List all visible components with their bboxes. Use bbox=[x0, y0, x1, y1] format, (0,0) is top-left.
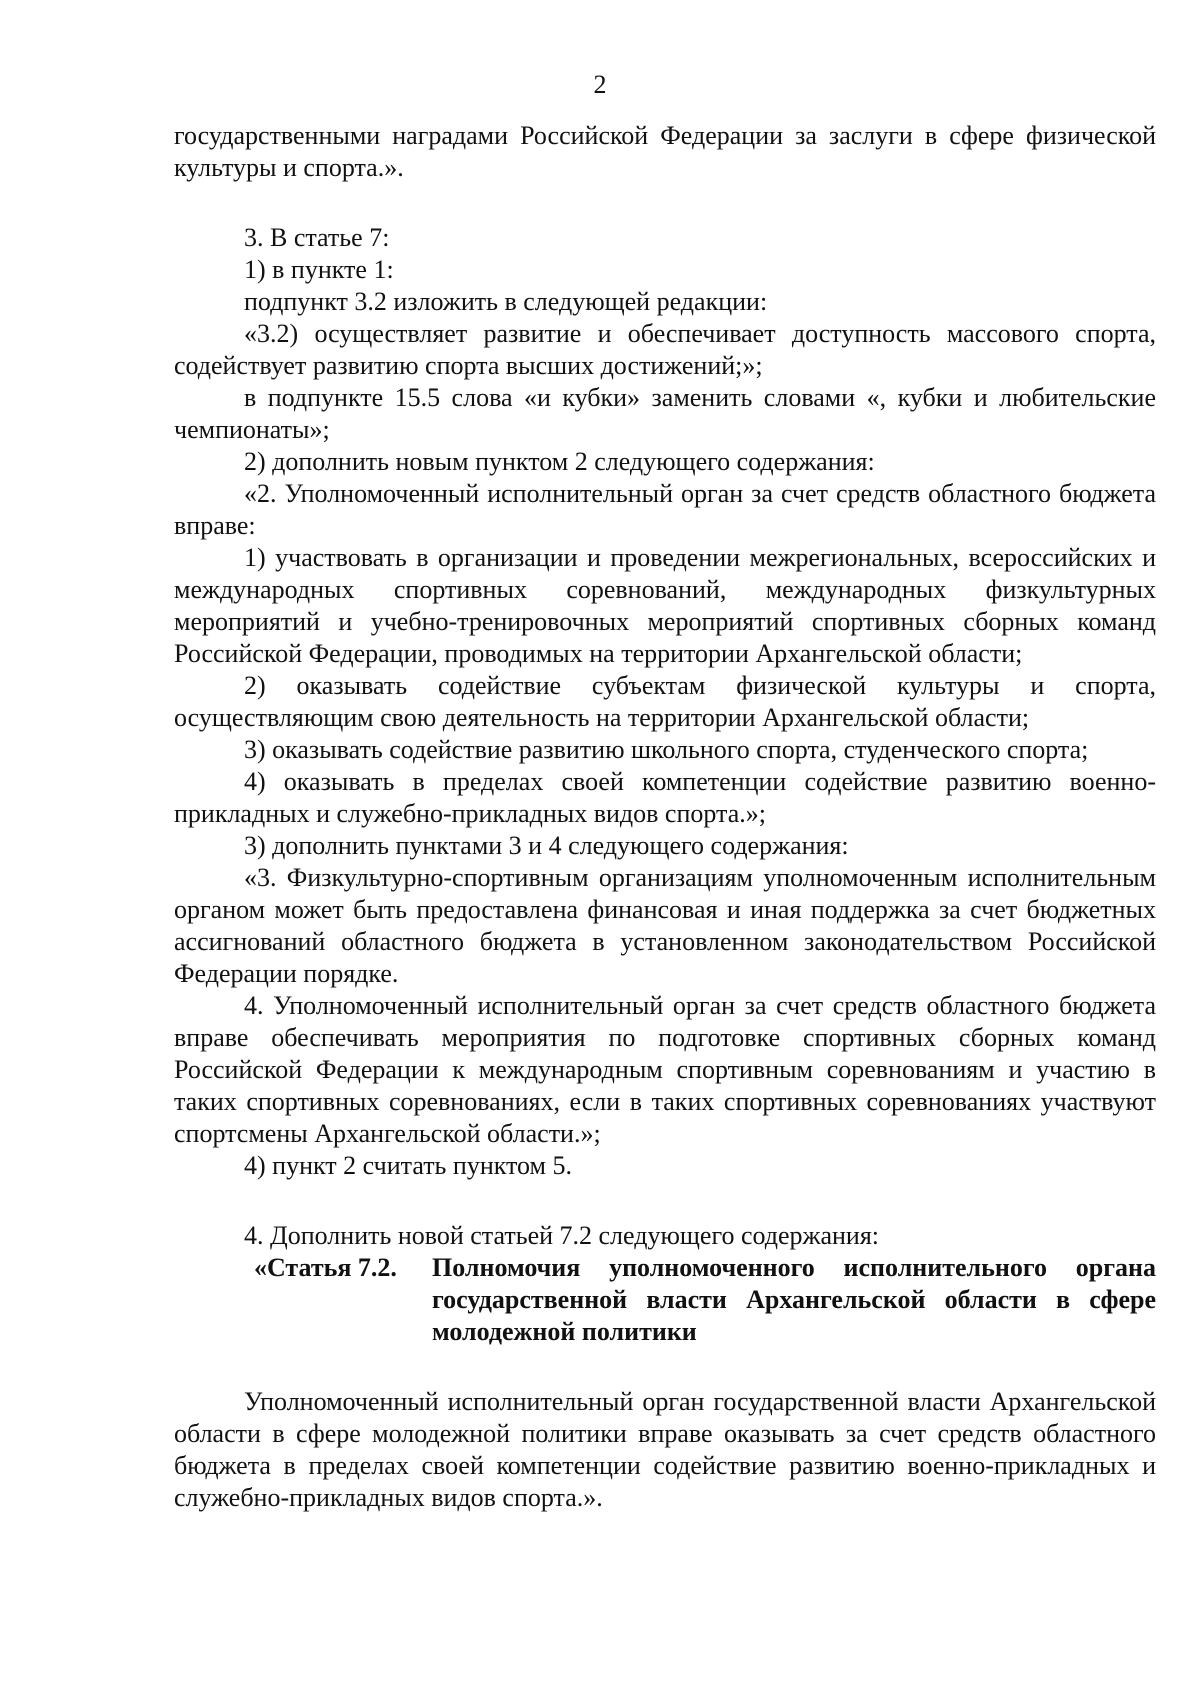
paragraph: подпункт 3.2 изложить в следующей редакции: bbox=[244, 287, 768, 316]
paragraph: 4) оказывать в пределах своей компетенции содействие развитию военно-прикладных и служебно-прикладных видов спорта.»; bbox=[174, 767, 1156, 828]
paragraph: «2. Уполномоченный исполнительный орган за счет средств областного бюджета вправе: bbox=[174, 479, 1156, 540]
paragraph: 2) оказывать содействие субъектам физической культуры и спорта, осуществляющим свою деятельность на территории Архангельской области; bbox=[174, 671, 1156, 732]
page-number: 2 bbox=[593, 70, 607, 99]
paragraph: в подпункте 15.5 слова «и кубки» заменить словами «, кубки и любительские чемпионаты»; bbox=[174, 383, 1156, 444]
paragraph: 4) пункт 2 считать пунктом 5. bbox=[244, 1151, 573, 1180]
article-heading bbox=[254, 1252, 1156, 1348]
section-4-heading: 4. Дополнить новой статьей 7.2 следующего содержания: bbox=[244, 1221, 880, 1250]
paragraph: «3. Физкультурно-спортивным организациям уполномоченным исполнительным органом может быть предоставлена финансовая и иная поддержка за счет бюджетных ассигнований областного бюджета в установленном законодательством Российской Федерации порядке. bbox=[174, 863, 1156, 988]
paragraph-spacer bbox=[174, 1182, 1156, 1220]
paragraph: 2) дополнить новым пунктом 2 следующего содержания: bbox=[244, 447, 875, 476]
paragraph: 1) в пункте 1: bbox=[244, 255, 394, 284]
paragraph: 3) дополнить пунктами 3 и 4 следующего содержания: bbox=[244, 831, 849, 860]
article-body: Уполномоченный исполнительный орган государственной власти Архангельской области в сфере молодежной политики вправе оказывать за счет средств областного бюджета в пределах своей компетенции содействие развитию военно-прикладных и служебно-прикладных видов спорта.». bbox=[174, 1387, 1156, 1512]
paragraph: «3.2) осуществляет развитие и обеспечивает доступность массового спорта, содействует развитию спорта высших достижений;»; bbox=[174, 319, 1156, 380]
article-number: «Статья 7.2. bbox=[254, 1253, 397, 1282]
paragraph: 1) участвовать в организации и проведении межрегиональных, всероссийских и международных спортивных соревнований, международных физкультурных мероприятий и учебно-тренировочных мероприятий спортивных сборных команд Российской Федерации, проводимых на территории Архангельской области; bbox=[174, 543, 1156, 668]
paragraph: 3) оказывать содействие развитию школьного спорта, студенческого спорта; bbox=[244, 735, 1089, 764]
article-title: Полномочия уполномоченного исполнительного органа государственной власти Архангельской области в сфере молодежной политики bbox=[432, 1253, 1156, 1346]
document-body bbox=[174, 120, 1156, 1514]
paragraph-continuation: государственными наградами Российской Федерации за заслуги в сфере физической культуры и спорта.». bbox=[174, 121, 1156, 182]
paragraph-spacer bbox=[174, 184, 1156, 222]
paragraph: 4. Уполномоченный исполнительный орган за счет средств областного бюджета вправе обеспечивать мероприятия по подготовке спортивных сборных команд Российской Федерации к международным спортивным соревнованиям и участию в таких спортивных соревнованиях, если в таких спортивных соревнованиях участвуют спортсмены Архангельской области.»; bbox=[174, 991, 1156, 1148]
section-3-heading: 3. В статье 7: bbox=[244, 223, 390, 252]
paragraph-spacer bbox=[174, 1348, 1156, 1386]
